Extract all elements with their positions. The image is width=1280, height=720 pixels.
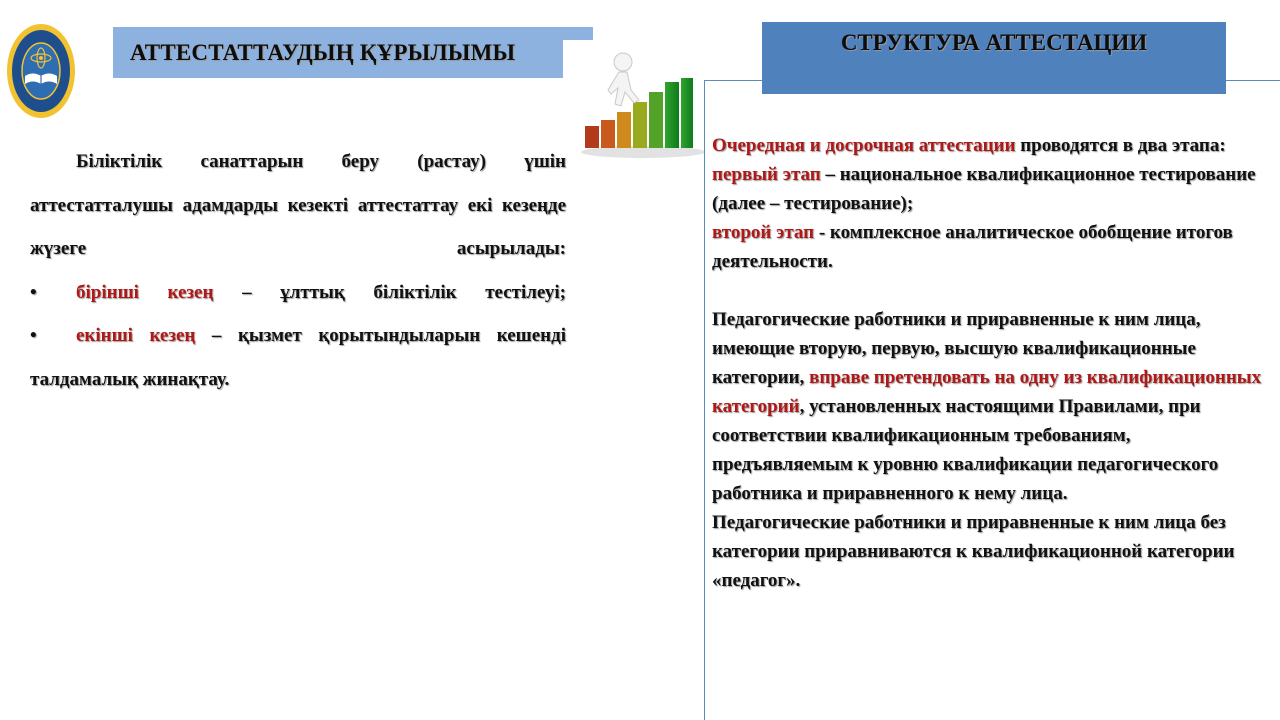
bullet-marker: • — [30, 325, 37, 346]
stair-chart-icon — [563, 40, 711, 162]
kz-stage-1-label: бірінші кезең — [76, 281, 214, 303]
kz-page-title: АТТЕСТАТТАУДЫҢ ҚҰРЫЛЫМЫ — [130, 40, 516, 65]
ru-paragraph-4-text-b: , установленных настоящими Правилами, при соответствии квалификационным требованиям, предъявляемым к уровню квалификации педагогического работника и приравненного к нему лица. — [712, 396, 1219, 504]
paragraph-gap — [712, 276, 1272, 305]
ministry-logo — [5, 22, 77, 120]
ru-stage-2-text: - комплексное аналитическое обобщение итогов деятельности. — [712, 222, 1233, 272]
ru-stage-2-label: второй этап — [712, 222, 815, 243]
bullet-marker: • — [30, 281, 37, 303]
kz-intro-paragraph: Біліктілік санаттарын беру (растау) үшін аттестатталушы адамдарды кезекті аттестаттау екі кезеңде жүзеге асырылады: — [30, 151, 566, 259]
ru-paragraph-5: Педагогические работники и приравненные к ним лица без категории приравниваются к квалификационной категории «педагог». — [712, 512, 1235, 591]
header-rule-left — [704, 80, 762, 81]
ru-paragraph-4-text-a: Педагогические работники и приравненные к ним лица, имеющие вторую, первую, высшую квалификационные категории, — [712, 309, 1201, 388]
header-rule-right — [1226, 80, 1280, 81]
ru-attestation-types: Очередная и досрочная аттестации — [712, 135, 1016, 156]
ru-paragraph-1 — [712, 131, 1272, 160]
kz-bullet-2 — [30, 314, 566, 401]
ru-claim-right: вправе претендовать на одну из квалификационных категорий — [712, 367, 1262, 417]
growth-illustration — [563, 40, 711, 162]
ru-body-text — [712, 131, 1272, 595]
ru-paragraph-1-text: проводятся в два этапа: — [1015, 135, 1226, 156]
kz-stage-2-text: – қызмет қорытындыларын кешенді талдамалық жинақтау. — [30, 325, 566, 390]
ministry-emblem-icon — [5, 22, 77, 120]
ru-stage-1-text: – национальное квалификационное тестирование (далее – тестирование); — [712, 164, 1256, 214]
kz-body-text — [30, 140, 566, 401]
ru-page-title: СТРУКТУРА АТТЕСТАЦИИ — [840, 30, 1148, 55]
column-divider — [704, 80, 705, 720]
ru-stage-1-label: первый этап — [712, 164, 821, 185]
kz-stage-1-text: – ұлттық біліктілік тестілеуі; — [213, 281, 566, 303]
ru-paragraph-3 — [712, 218, 1272, 276]
ru-paragraph-2 — [712, 160, 1272, 218]
kz-bullet-1 — [30, 271, 566, 315]
ru-paragraph-4 — [712, 305, 1272, 508]
kz-stage-2-label: екінші кезең — [76, 325, 196, 346]
